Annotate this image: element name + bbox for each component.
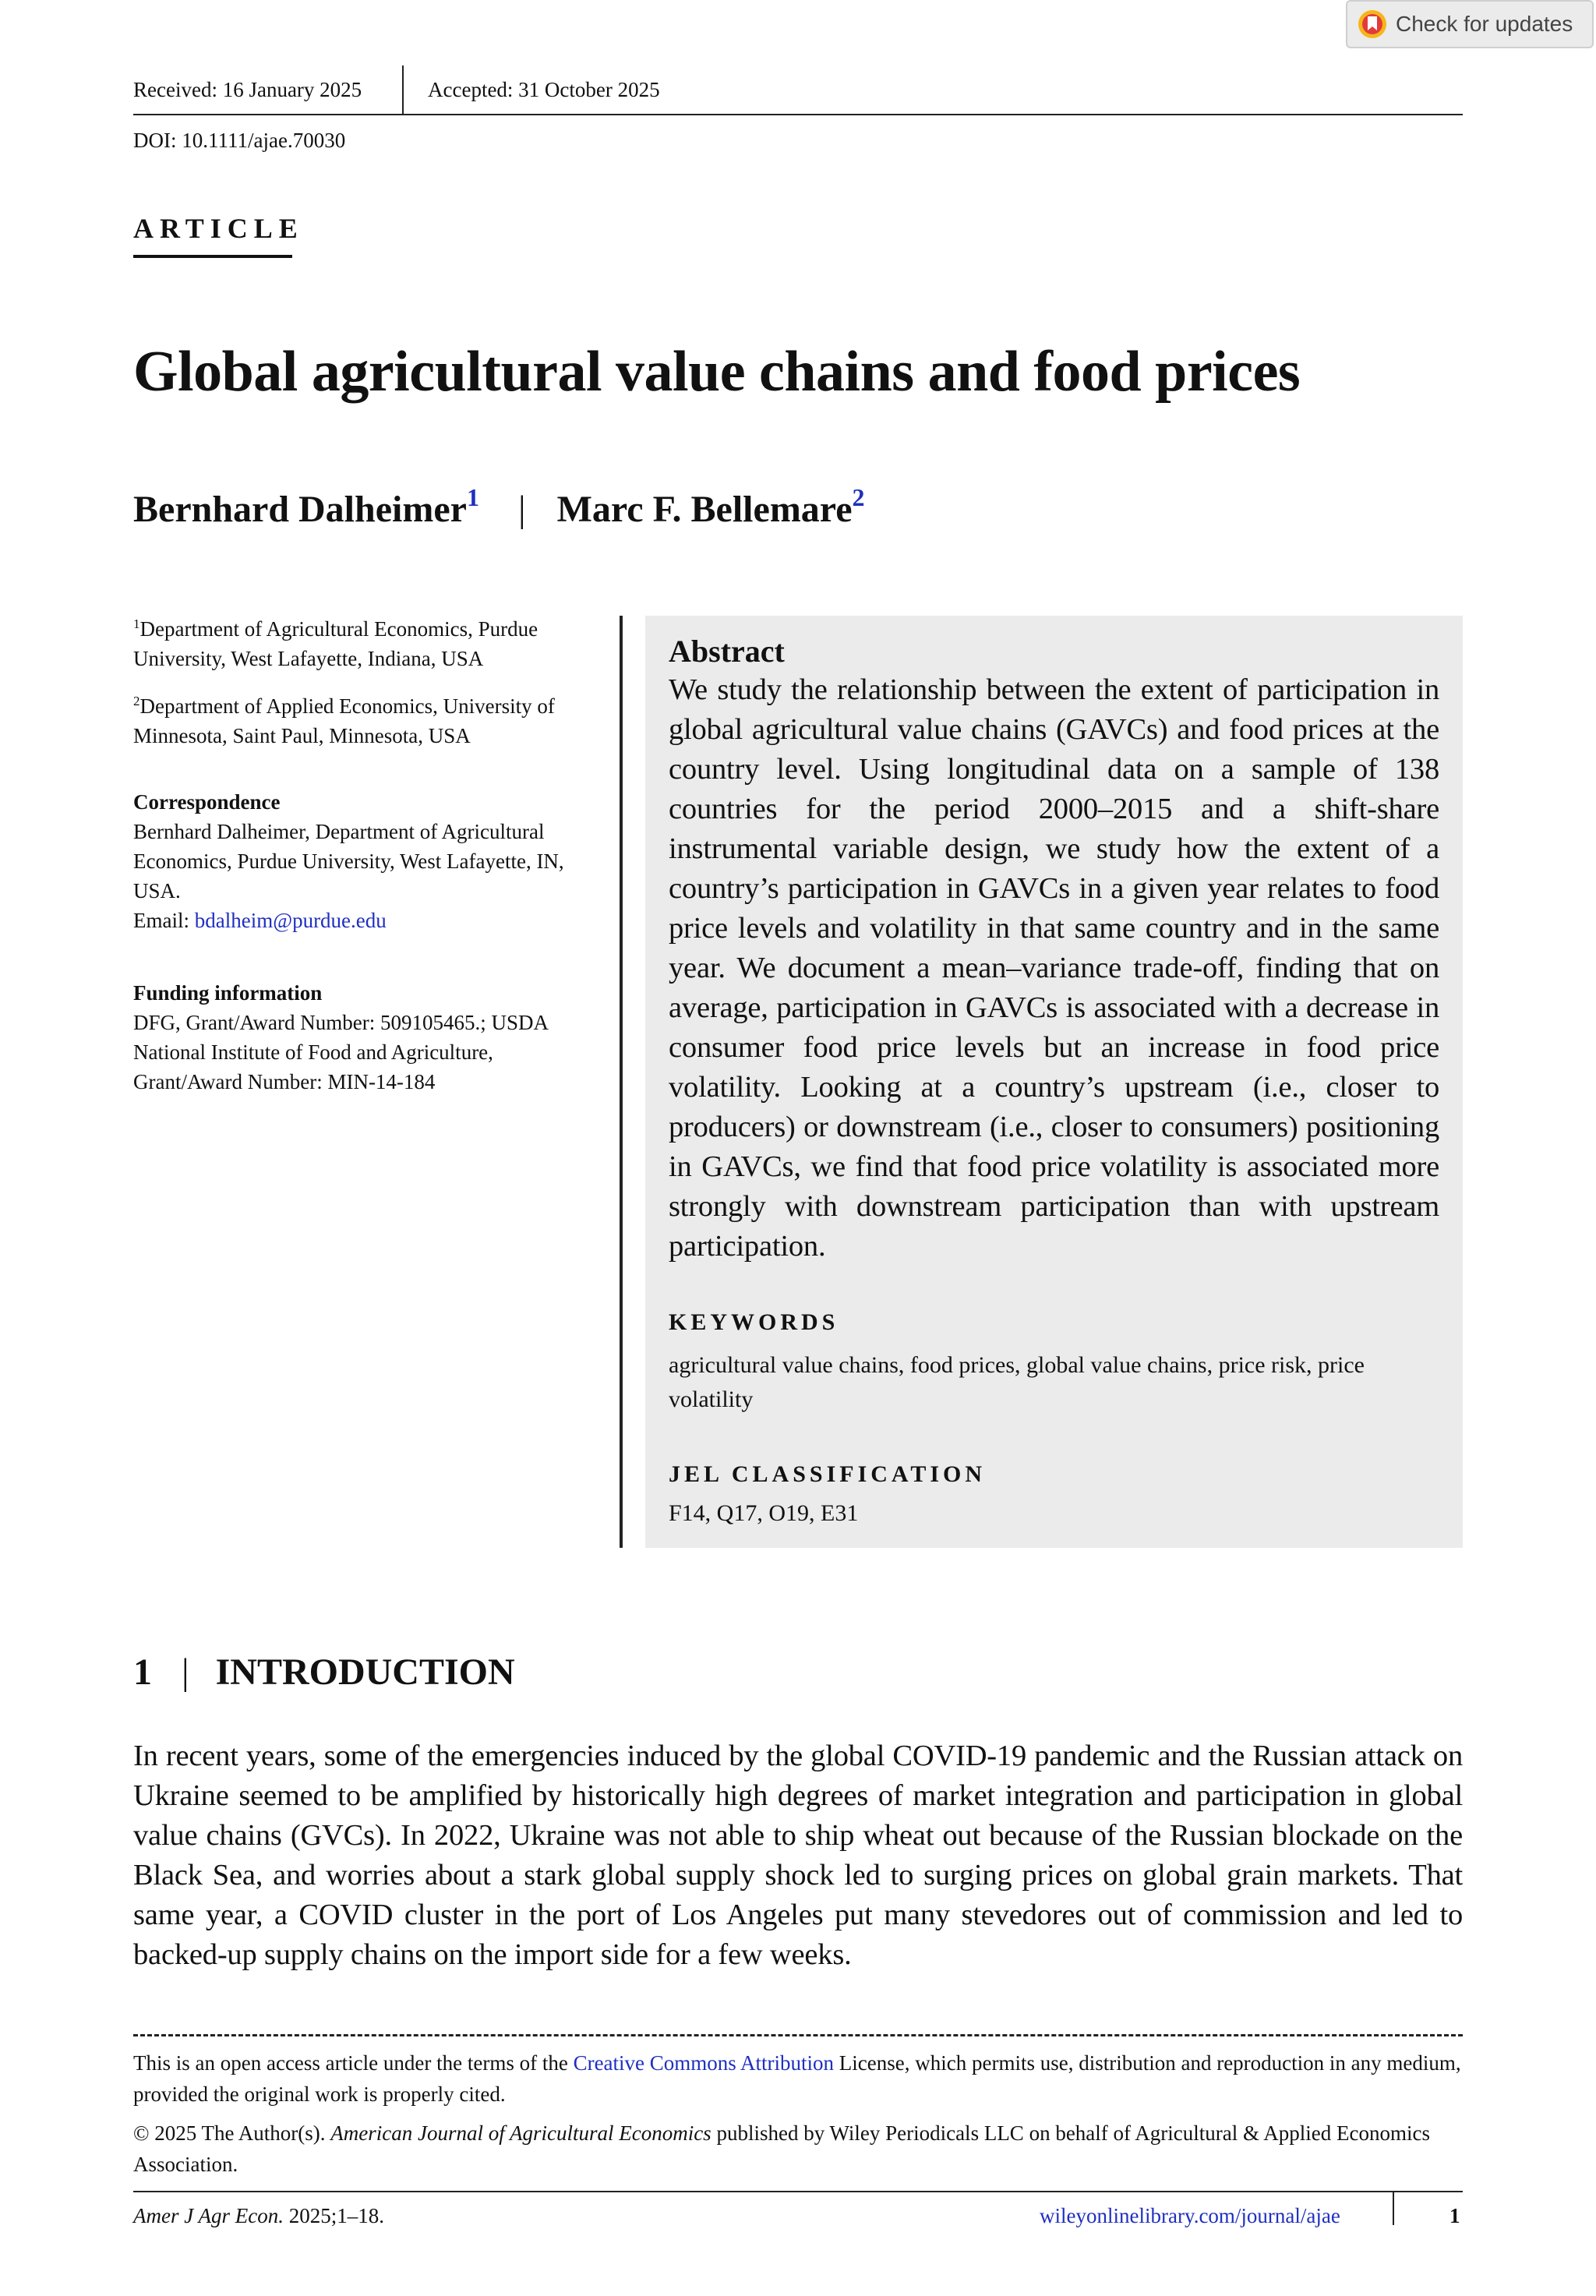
affiliation: $^1$Department of Agricultural Economics, Purdue University, West Lafayette, Indiana, USA — [133, 616, 538, 670]
page-number: 1 — [1449, 2204, 1460, 2227]
section-title: INTRODUCTION — [215, 1651, 515, 1693]
article-title: Global agricultural value chains and food prices — [133, 340, 1301, 404]
correspondence-text: Bernhard Dalheimer, Department of Agricultural Economics, Purdue University, West Lafayette, IN, USA. — [133, 820, 564, 903]
page-number-divider — [1393, 2191, 1394, 2225]
doi: DOI: 10.1111/ajae.70030 — [133, 129, 346, 152]
copyright-note: © 2025 The Author(s). American Journal of Agricultural Economics published by Wiley Periodicals LLC on behalf of Agricultural & Applied Economics Association. — [133, 2121, 1430, 2176]
author-list — [133, 483, 865, 531]
jel-codes: F14, Q17, O19, E31 — [669, 1500, 859, 1526]
license-note: This is an open access article under the terms of the Creative Commons Attribution License, which permits use, distribution and reproduction in any medium, provided the original work is properly cited. — [133, 2051, 1461, 2106]
affiliation: $^2$Department of Applied Economics, University of Minnesota, Saint Paul, Minnesota, USA — [133, 694, 555, 747]
article-type-underline — [133, 255, 292, 258]
section-heading — [133, 1651, 515, 1694]
creative-commons-link[interactable]: Creative Commons Attribution — [573, 2051, 835, 2075]
funding-text: DFG, Grant/Award Number: 509105465.; USDA National Institute of Food and Agriculture, Grant/Award Number: MIN-14-184 — [133, 1011, 548, 1093]
article-info-column — [133, 609, 601, 1097]
abstract-heading: Abstract — [669, 634, 785, 669]
journal-website-link[interactable]: wileyonlinelibrary.com/journal/ajae — [1040, 2204, 1340, 2227]
section-number: 1 — [133, 1651, 152, 1693]
check-for-updates-label: Check for updates — [1396, 12, 1573, 36]
email-link[interactable]: bdalheim@purdue.edu — [194, 909, 387, 932]
header-divider — [402, 65, 404, 114]
footnote-divider — [133, 2034, 1463, 2036]
keywords-heading: KEYWORDS — [669, 1309, 839, 1335]
jel-heading: JEL CLASSIFICATION — [669, 1461, 987, 1487]
crossmark-icon — [1357, 9, 1388, 40]
author-separator: | — [517, 489, 526, 530]
section-separator: | — [182, 1651, 189, 1693]
author-affiliation-link[interactable]: 1 — [466, 483, 479, 511]
intro-paragraph: In recent years, some of the emergencies induced by the global COVID-19 pandemic and the Russian attack on Ukraine seemed to be amplified by historically high degrees of market integration and participation in global value chains (GVCs). In 2022, Ukraine was not able to ship wheat out because of the Russian blockade on the Black Sea, and worries about a stark global supply shock led to surging prices on global grain markets. That same year, a COVID cluster in the port of Los Angeles put many stevedores out of commission and led to backed-up supply chains on the import side for a few weeks. — [133, 1740, 1463, 1971]
keywords-text: agricultural value chains, food prices, global value chains, price risk, price volatility — [669, 1352, 1365, 1412]
accepted-date: Accepted: 31 October 2025 — [428, 78, 660, 101]
correspondence-email: Email: bdalheim@purdue.edu — [133, 909, 387, 932]
journal-citation: Amer J Agr Econ. 2025;1–18. — [133, 2204, 384, 2227]
correspondence-heading: Correspondence — [133, 790, 281, 814]
column-divider — [620, 616, 623, 1548]
check-for-updates-button[interactable] — [1346, 0, 1594, 48]
abstract-text: We study the relationship between the extent of participation in global agricultural value chains (GAVCs) and food prices at the country level. Using longitudinal data on a sample of 138 countries for the period 2000–2015 and a shift-share instrumental variable design, we study how the extent of a country’s participation in GAVCs in a given year relates to food price levels and volatility in that same country and in the same year. We document a mean–variance trade-off, finding that on average, participation in GAVCs is associated with a decrease in consumer food price levels but an increase in food price volatility. Looking at a country’s upstream (i.e., closer to producers) or downstream (i.e., closer to consumers) positioning in GAVCs, we find that food price volatility is associated more strongly with downstream participation than with upstream participation. — [669, 673, 1439, 1263]
funding-heading: Funding information — [133, 981, 323, 1005]
header-rule — [133, 114, 1463, 115]
author-name: Bernhard Dalheimer — [133, 489, 467, 530]
author-name: Marc F. Bellemare — [556, 489, 853, 530]
footer-rule — [133, 2191, 1463, 2192]
received-date: Received: 16 January 2025 — [133, 78, 362, 101]
author-affiliation-link[interactable]: 2 — [852, 483, 865, 511]
article-type-label: ARTICLE — [133, 213, 304, 244]
